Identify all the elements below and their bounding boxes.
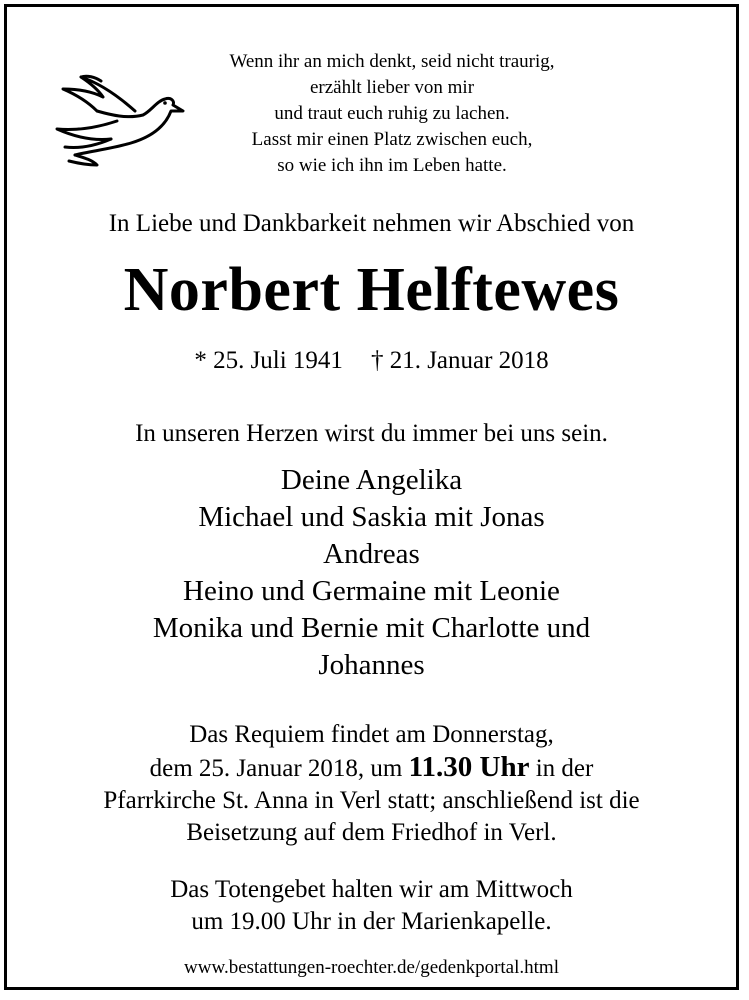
requiem-notice bbox=[7, 719, 736, 849]
requiem-line: Beisetzung auf dem Friedhof in Verl. bbox=[186, 819, 557, 846]
death-date: † 21. Januar 2018 bbox=[370, 347, 549, 374]
mourner-line: Monika und Bernie mit Charlotte und bbox=[152, 612, 591, 644]
deceased-name: Norbert Helftewes bbox=[123, 256, 620, 324]
poem-line: und traut euch ruhig zu lachen. bbox=[274, 103, 510, 124]
poem-line: erzählt lieber von mir bbox=[309, 77, 475, 98]
mourner-line: Michael und Saskia mit Jonas bbox=[198, 501, 545, 533]
prayer-line: Das Totengebet halten wir am Mittwoch bbox=[170, 876, 573, 903]
life-dates bbox=[7, 347, 736, 375]
mourner-line: Andreas bbox=[323, 538, 420, 570]
requiem-time: 11.30 Uhr bbox=[408, 751, 530, 783]
mourner-line: Heino und Germaine mit Leonie bbox=[183, 575, 560, 607]
mourners-list bbox=[7, 462, 736, 684]
birth-date: * 25. Juli 1941 bbox=[194, 347, 343, 374]
memorial-phrase: In unseren Herzen wirst du immer bei uns sein. bbox=[135, 420, 608, 447]
poem-line: Lasst mir einen Platz zwischen euch, bbox=[251, 129, 533, 150]
requiem-line: Pfarrkirche St. Anna in Verl statt; anschließend ist die bbox=[103, 787, 640, 814]
poem bbox=[157, 49, 627, 179]
prayer-notice bbox=[7, 874, 736, 938]
requiem-location-start: in der bbox=[529, 755, 594, 782]
obituary-card bbox=[4, 4, 739, 990]
poem-line: Wenn ihr an mich denkt, seid nicht traurig, bbox=[229, 51, 555, 72]
mourner-line: Johannes bbox=[318, 649, 425, 681]
farewell-intro: In Liebe und Dankbarkeit nehmen wir Abschied von bbox=[108, 210, 635, 237]
memorial-portal-url: www.bestattungen-roechter.de/gedenkportal.html bbox=[184, 957, 559, 978]
requiem-line bbox=[7, 751, 736, 785]
requiem-date-text: dem 25. Januar 2018, um bbox=[149, 755, 409, 782]
requiem-line: Das Requiem findet am Donnerstag, bbox=[189, 721, 554, 748]
poem-line: so wie ich ihn im Leben hatte. bbox=[277, 155, 507, 176]
prayer-line: um 19.00 Uhr in der Marienkapelle. bbox=[191, 908, 552, 935]
mourner-line: Deine Angelika bbox=[280, 464, 463, 496]
